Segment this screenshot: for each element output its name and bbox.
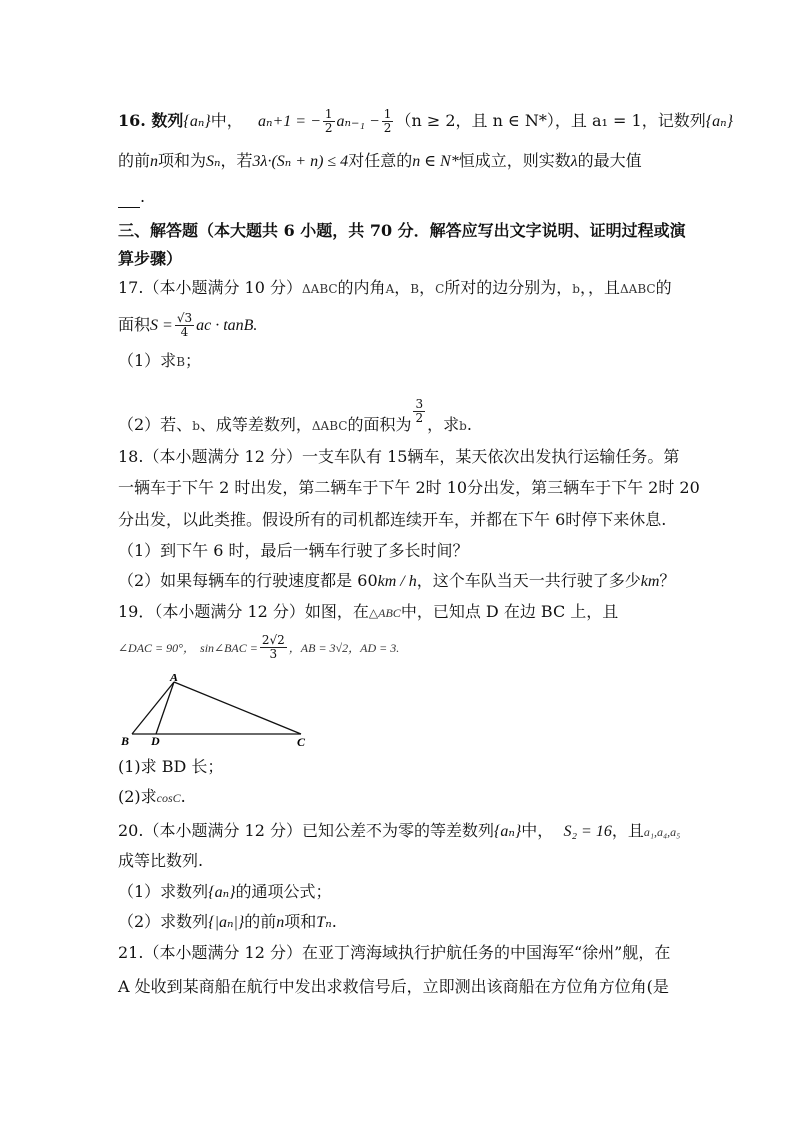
segment-ac xyxy=(174,682,301,734)
q18-part-1: （1）到下午 6 时，最后一辆车行驶了多长时间？ xyxy=(118,541,469,560)
q20-part-1: （1）求数列{aₙ}的通项公式； xyxy=(118,882,332,901)
q18-part-2: （2）如果每辆车的行驶速度都是 60km / h，这个车队当天一共行驶了多少km？ xyxy=(118,571,676,590)
q16-answer-blank: . xyxy=(118,186,145,208)
q16-line-2: 的前n项和为Sₙ，若3λ·(Sₙ + n) ≤ 4对任意的n ∈ N*恒成立，则实数λ的最大值 xyxy=(118,151,642,170)
q19-line-1: 19．（本小题满分 12 分）如图，在△ABC中，已知点 D 在边 BC 上，且 xyxy=(118,602,619,621)
segment-ad xyxy=(156,682,174,734)
q20-line-2: 成等比数列. xyxy=(118,851,204,870)
vertex-label-c: C xyxy=(297,735,306,749)
fraction-3-over-2: $\frac{3}{2}$ xyxy=(415,397,424,425)
q17-part-2: （2）若、b、成等差数列，ΔABC的面积为 $\frac{3}{2}$ ，求b. xyxy=(118,397,472,434)
answer-blank xyxy=(118,193,140,208)
q20-part-2: （2）求数列{|aₙ|}的前n项和Tₙ. xyxy=(118,912,337,931)
q18-line-2: 一辆车于下午 2 时出发，第二辆车于下午 2时 10分出发，第三辆车于下午 2时 20 xyxy=(118,478,700,497)
q16-line-1: 16. 数列{aₙ}中， aₙ+1 = − $\frac{1}{2}$ aₙ₋₁ − $\frac{1}{2}$ （n ≥ 2，且 n ∈ N*），且 a₁ = 1，记数列{aₙ} xyxy=(118,107,733,135)
q21-line-2: A 处收到某商船在航行中发出求救信号后，立即测出该商船在方位角方位角(是 xyxy=(118,977,669,996)
section-3-heading: 三、解答题（本大题共 6 小题，共 70 分．解答应写出文字说明、证明过程或演 xyxy=(118,221,686,240)
q21-line-1: 21.（本小题满分 12 分）在亚丁湾海域执行护航任务的中国海军“徐州”舰，在 xyxy=(118,943,671,962)
segment-ab xyxy=(132,682,174,734)
q17-line-2: 面积S = $\frac{√3}{4}$ ac · tanB. xyxy=(118,311,258,339)
vertex-label-b: B xyxy=(121,734,130,748)
q17-part-1: （1）求B； xyxy=(118,351,202,370)
q19-part-1: (1)求 BD 长； xyxy=(118,757,224,776)
q18-line-1: 18.（本小题满分 12 分）一支车队有 15辆车，某天依次出发执行运输任务。第 xyxy=(118,447,680,466)
vertex-label-d: D xyxy=(151,734,160,748)
fraction-half-1: $\frac{1}{2}$ xyxy=(324,107,333,135)
q18-line-3: 分出发，以此类推。假设所有的司机都连续开车，并都在下午 6时停下来休息. xyxy=(118,510,667,529)
fraction-half-2: $\frac{1}{2}$ xyxy=(383,107,392,135)
q20-line-1: 20.（本小题满分 12 分）已知公差不为零的等差数列{aₙ}中， S₂ = 16，且a₁,a₄,a₅ xyxy=(118,821,681,840)
fraction-sqrt3-over-4: $\frac{√3}{4}$ xyxy=(176,311,193,339)
section-3-heading-cont: 算步骤） xyxy=(118,249,183,268)
vertex-label-a: A xyxy=(170,674,179,684)
fraction-2sqrt2-over-3: $\frac{2√2}{3}$ xyxy=(261,633,285,661)
q17-line-1: 17.（本小题满分 10 分）ΔABC的内角A，B，C所对的边分别为，b，，且ΔABC的 xyxy=(118,278,672,297)
q19-line-2: ∠DAC = 90°， sin∠BAC = $\frac{2√2}{3}$ ，AB = 3√2，AD = 3. xyxy=(118,633,400,661)
triangle-figure xyxy=(118,674,318,749)
q19-part-2: (2)求cosC. xyxy=(118,787,186,806)
